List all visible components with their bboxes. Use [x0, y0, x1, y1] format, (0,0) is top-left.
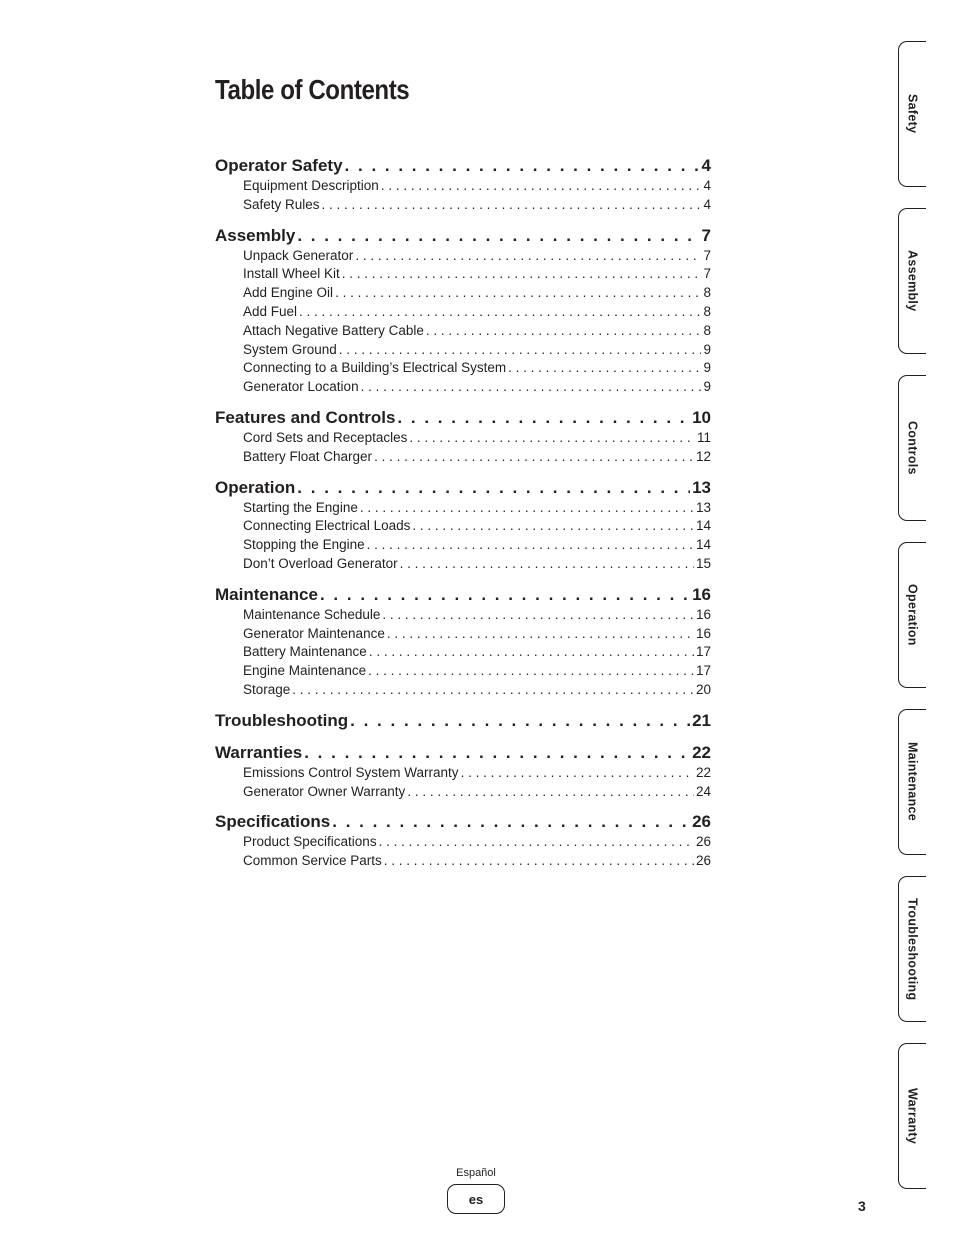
toc-entry-label: Operation — [215, 477, 296, 497]
toc-section — [215, 742, 711, 802]
dot-leader — [367, 536, 694, 555]
toc-entry-label: Don’t Overload Generator — [243, 555, 398, 571]
toc-entry-label: Connecting Electrical Loads — [243, 518, 411, 534]
toc-entry-label: Stopping the Engine — [243, 537, 365, 553]
dot-leader — [368, 662, 694, 681]
toc-section — [215, 811, 711, 871]
toc-page-number: 16 — [692, 584, 711, 604]
toc-subentry[interactable] — [215, 448, 711, 467]
toc-page-number: 13 — [695, 499, 711, 515]
toc-subentry[interactable] — [215, 265, 711, 284]
toc-entry-label: Maintenance — [215, 584, 318, 604]
toc-page-number: 26 — [692, 812, 711, 832]
toc-subentry[interactable] — [215, 359, 711, 378]
toc-page-number: 8 — [703, 303, 711, 319]
dot-leader — [508, 359, 701, 378]
toc-subentry[interactable] — [215, 606, 711, 625]
toc-heading[interactable] — [215, 742, 711, 764]
toc-entry-label: Maintenance Schedule — [243, 606, 381, 622]
dot-leader — [397, 407, 690, 429]
toc-subentry[interactable] — [215, 499, 711, 518]
toc-entry-label: Equipment Description — [243, 178, 379, 193]
dot-leader — [304, 742, 690, 764]
toc-page-number: 20 — [695, 681, 711, 697]
language-tab-es[interactable]: es — [447, 1184, 505, 1214]
dot-leader — [322, 196, 702, 215]
dot-leader — [426, 322, 702, 341]
table-of-contents — [215, 155, 711, 881]
dot-leader — [407, 783, 694, 802]
toc-page-number: 8 — [703, 285, 711, 301]
dot-leader — [335, 284, 701, 303]
toc-entry-label: Battery Maintenance — [243, 644, 367, 660]
dot-leader — [360, 499, 694, 518]
toc-page-number: 24 — [695, 783, 711, 799]
toc-page-number: 22 — [695, 764, 711, 780]
page-title: Table of Contents — [215, 74, 410, 105]
toc-entry-label: Cord Sets and Receptacles — [243, 429, 408, 445]
toc-page-number: 15 — [695, 555, 711, 571]
toc-page-number: 16 — [695, 625, 711, 641]
dot-leader — [342, 265, 702, 284]
toc-page-number: 4 — [703, 178, 711, 193]
toc-subentry[interactable] — [215, 555, 711, 574]
toc-subentry[interactable] — [215, 177, 711, 196]
toc-page-number: 8 — [703, 322, 711, 338]
toc-subentry[interactable] — [215, 247, 711, 266]
toc-entry-label: Engine Maintenance — [243, 663, 367, 679]
toc-page-number: 16 — [695, 606, 711, 622]
toc-entry-label: Warranties — [215, 742, 303, 762]
toc-page-number: 10 — [692, 407, 711, 427]
toc-entry-label: Attach Negative Battery Cable — [243, 322, 424, 338]
dot-leader — [382, 606, 694, 625]
dot-leader — [361, 378, 702, 397]
toc-entry-label: Generator Location — [243, 379, 359, 395]
toc-entry-label: Operator Safety — [215, 156, 343, 175]
toc-page-number: 14 — [695, 518, 711, 534]
dot-leader — [299, 303, 701, 322]
toc-page-number: 4 — [703, 196, 711, 212]
toc-page-number: 13 — [692, 477, 711, 497]
toc-section — [215, 477, 711, 574]
side-tab-troubleshooting[interactable] — [898, 876, 926, 1022]
side-tab-controls[interactable] — [898, 375, 926, 521]
dot-leader — [384, 852, 694, 871]
toc-subentry[interactable] — [215, 643, 711, 662]
toc-entry-label: Storage — [243, 681, 291, 697]
toc-page-number: 17 — [695, 644, 711, 660]
toc-page-number: 22 — [692, 742, 711, 762]
toc-subentry[interactable] — [215, 284, 711, 303]
toc-entry-label: Common Service Parts — [243, 853, 382, 869]
toc-subentry[interactable] — [215, 662, 711, 681]
dot-leader — [374, 448, 694, 467]
dot-leader — [381, 177, 702, 196]
side-tab-safety[interactable] — [898, 41, 926, 187]
toc-subentry[interactable] — [215, 429, 711, 448]
toc-page-number: 21 — [692, 710, 711, 730]
toc-entry-label: Starting the Engine — [243, 499, 358, 515]
dot-leader — [339, 341, 702, 360]
toc-subentry[interactable] — [215, 681, 711, 700]
toc-page-number: 4 — [701, 156, 711, 175]
toc-entry-label: System Ground — [243, 341, 337, 357]
toc-entry-label: Add Fuel — [243, 303, 298, 319]
side-tab-maintenance[interactable] — [898, 709, 926, 855]
toc-subentry[interactable] — [215, 764, 711, 783]
toc-section — [215, 710, 711, 732]
side-tab-label: Warranty — [905, 1087, 920, 1145]
side-tab-label: Safety — [905, 94, 920, 134]
toc-heading[interactable] — [215, 225, 711, 247]
dot-leader — [297, 225, 699, 247]
toc-entry-label: Unpack Generator — [243, 247, 354, 263]
toc-entry-label: Assembly — [215, 225, 296, 245]
toc-page-number: 17 — [695, 663, 711, 679]
dot-leader — [332, 811, 690, 833]
toc-entry-label: Specifications — [215, 812, 331, 832]
dot-leader — [355, 247, 701, 266]
page-number: 3 — [858, 1198, 866, 1214]
toc-section — [215, 155, 711, 215]
toc-heading[interactable] — [215, 584, 711, 606]
toc-page-number: 12 — [695, 448, 711, 464]
toc-entry-label: Product Specifications — [243, 834, 377, 850]
toc-heading[interactable] — [215, 811, 711, 833]
side-tab-label: Operation — [905, 584, 920, 646]
side-tab-operation[interactable] — [898, 542, 926, 688]
toc-page-number: 9 — [703, 379, 711, 395]
dot-leader — [350, 710, 690, 732]
toc-entry-label: Safety Rules — [243, 196, 320, 212]
toc-subentry[interactable] — [215, 341, 711, 360]
toc-page-number: 26 — [695, 834, 711, 850]
toc-page-number: 11 — [696, 429, 711, 445]
toc-heading[interactable] — [215, 407, 711, 429]
toc-heading[interactable] — [215, 155, 711, 177]
side-tab-label: Controls — [905, 421, 920, 475]
toc-section — [215, 225, 711, 397]
dot-leader — [292, 681, 694, 700]
dot-leader — [320, 584, 690, 606]
dot-leader — [412, 517, 694, 536]
toc-entry-label: Troubleshooting — [215, 710, 349, 730]
toc-subentry[interactable] — [215, 517, 711, 536]
toc-entry-label: Emissions Control System Warranty — [243, 764, 459, 780]
toc-subentry[interactable] — [215, 833, 711, 852]
dot-leader — [387, 625, 694, 644]
side-tab-label: Maintenance — [905, 742, 920, 822]
dot-leader — [400, 555, 694, 574]
toc-subentry[interactable] — [215, 852, 711, 871]
toc-entry-label: Generator Maintenance — [243, 625, 385, 641]
toc-page-number: 9 — [703, 360, 711, 376]
toc-subentry[interactable] — [215, 536, 711, 555]
toc-page-number: 7 — [703, 247, 711, 263]
side-tab-warranty[interactable] — [898, 1043, 926, 1189]
dot-leader — [379, 833, 694, 852]
side-tab-label: Assembly — [905, 250, 920, 312]
toc-subentry[interactable] — [215, 783, 711, 802]
toc-heading[interactable] — [215, 477, 711, 499]
dot-leader — [369, 643, 694, 662]
toc-entry-label: Add Engine Oil — [243, 285, 334, 301]
side-tab-assembly[interactable] — [898, 208, 926, 354]
dot-leader — [297, 477, 690, 499]
toc-page-number: 26 — [695, 853, 711, 869]
toc-section — [215, 584, 711, 700]
dot-leader — [461, 764, 694, 783]
toc-page-number: 14 — [695, 537, 711, 553]
toc-subentry[interactable] — [215, 303, 711, 322]
toc-page-number: 9 — [703, 341, 711, 357]
language-label: Español — [456, 1167, 496, 1179]
toc-entry-label: Connecting to a Building’s Electrical System — [243, 360, 507, 376]
dot-leader — [345, 155, 700, 177]
toc-subentry[interactable] — [215, 625, 711, 644]
toc-entry-label: Generator Owner Warranty — [243, 783, 406, 799]
toc-subentry[interactable] — [215, 322, 711, 341]
side-tab-label: Troubleshooting — [905, 897, 920, 1001]
toc-page-number: 7 — [703, 266, 711, 282]
toc-section — [215, 407, 711, 467]
toc-subentry[interactable] — [215, 378, 711, 397]
dot-leader — [409, 429, 695, 448]
toc-heading[interactable] — [215, 710, 711, 732]
toc-subentry[interactable] — [215, 196, 711, 215]
toc-entry-label: Install Wheel Kit — [243, 266, 340, 282]
toc-entry-label: Battery Float Charger — [243, 448, 373, 464]
toc-page-number: 7 — [701, 225, 711, 245]
toc-entry-label: Features and Controls — [215, 407, 396, 427]
